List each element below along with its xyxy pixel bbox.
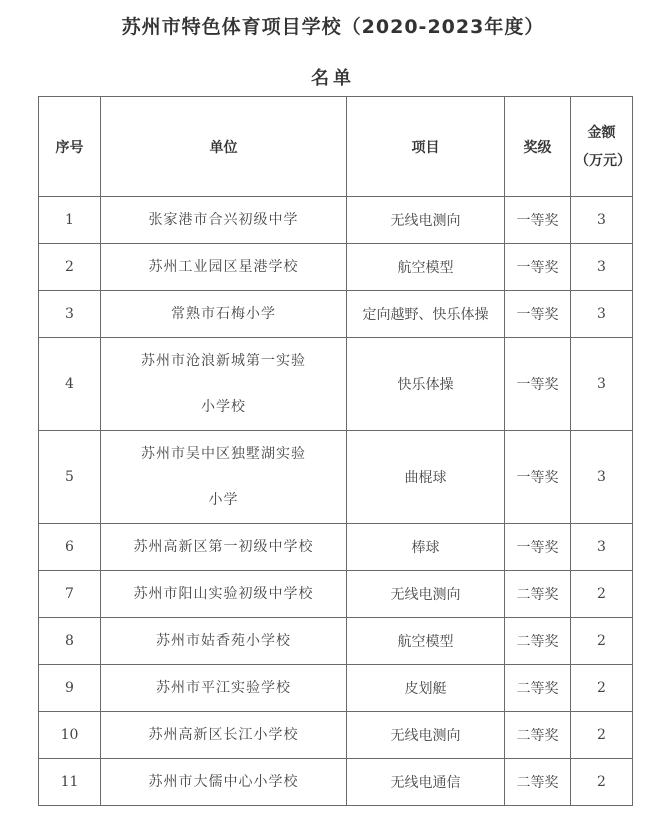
document-title: 苏州市特色体育项目学校（2020-2023年度） <box>121 16 545 38</box>
unit-name-line: 常熟市石梅小学 <box>171 306 276 322</box>
cell-award: 一等奖 <box>505 197 571 244</box>
cell-award: 一等奖 <box>505 338 571 431</box>
cell-amount: 3 <box>571 338 633 431</box>
cell-unit <box>101 712 347 759</box>
header-project: 项目 <box>347 97 505 197</box>
table-header-row <box>39 97 633 197</box>
unit-name-line: 张家港市合兴初级中学 <box>148 212 299 228</box>
cell-unit <box>101 431 347 524</box>
unit-name-line: 苏州工业园区星港学校 <box>148 259 299 275</box>
table-row <box>39 338 633 431</box>
table-row <box>39 571 633 618</box>
header-index: 序号 <box>39 97 101 197</box>
table-row <box>39 759 633 806</box>
cell-index: 8 <box>39 618 101 665</box>
cell-amount: 2 <box>571 759 633 806</box>
unit-name-line: 小学校 <box>201 399 246 415</box>
cell-index: 11 <box>39 759 101 806</box>
table-row <box>39 431 633 524</box>
cell-unit <box>101 759 347 806</box>
table-body <box>39 197 633 806</box>
cell-unit <box>101 618 347 665</box>
cell-amount: 2 <box>571 571 633 618</box>
cell-amount: 2 <box>571 618 633 665</box>
header-amount <box>571 97 633 197</box>
cell-project: 航空模型 <box>347 618 505 665</box>
cell-amount: 3 <box>571 291 633 338</box>
header-award: 奖级 <box>505 97 571 197</box>
unit-name-line: 苏州高新区第一初级中学校 <box>133 539 314 555</box>
cell-award: 一等奖 <box>505 244 571 291</box>
table-row <box>39 618 633 665</box>
table-row <box>39 524 633 571</box>
cell-unit <box>101 571 347 618</box>
cell-award: 二等奖 <box>505 618 571 665</box>
unit-name-line: 苏州市吴中区独墅湖实验 <box>141 446 306 462</box>
cell-unit <box>101 665 347 712</box>
cell-index: 10 <box>39 712 101 759</box>
cell-amount: 3 <box>571 524 633 571</box>
table-row <box>39 712 633 759</box>
unit-name-line: 苏州市大儒中心小学校 <box>148 774 299 790</box>
cell-unit <box>101 524 347 571</box>
cell-award: 二等奖 <box>505 759 571 806</box>
cell-project: 航空模型 <box>347 244 505 291</box>
unit-name-line: 小学 <box>208 492 239 508</box>
table-row <box>39 291 633 338</box>
cell-index: 7 <box>39 571 101 618</box>
cell-project: 无线电通信 <box>347 759 505 806</box>
cell-unit <box>101 291 347 338</box>
cell-project: 皮划艇 <box>347 665 505 712</box>
cell-unit <box>101 244 347 291</box>
cell-project: 快乐体操 <box>347 338 505 431</box>
unit-name-line: 苏州市姑香苑小学校 <box>156 633 291 649</box>
cell-award: 一等奖 <box>505 291 571 338</box>
cell-award: 一等奖 <box>505 524 571 571</box>
cell-index: 6 <box>39 524 101 571</box>
cell-index: 3 <box>39 291 101 338</box>
cell-amount: 3 <box>571 244 633 291</box>
cell-project: 无线电测向 <box>347 197 505 244</box>
unit-name-line: 苏州市阳山实验初级中学校 <box>133 586 314 602</box>
cell-unit <box>101 338 347 431</box>
cell-index: 9 <box>39 665 101 712</box>
cell-project: 无线电测向 <box>347 712 505 759</box>
cell-index: 2 <box>39 244 101 291</box>
unit-name-line: 苏州市平江实验学校 <box>156 680 291 696</box>
cell-project: 曲棍球 <box>347 431 505 524</box>
cell-index: 5 <box>39 431 101 524</box>
cell-index: 1 <box>39 197 101 244</box>
unit-name-line: 苏州高新区长江小学校 <box>148 727 299 743</box>
document-subtitle: 名单 <box>311 68 355 89</box>
table-row <box>39 665 633 712</box>
cell-project: 棒球 <box>347 524 505 571</box>
school-roster-table <box>38 96 633 806</box>
cell-amount: 3 <box>571 431 633 524</box>
table-row <box>39 197 633 244</box>
cell-amount: 3 <box>571 197 633 244</box>
cell-amount: 2 <box>571 665 633 712</box>
cell-project: 定向越野、快乐体操 <box>347 291 505 338</box>
header-amount-label: 金额 <box>587 124 616 141</box>
cell-amount: 2 <box>571 712 633 759</box>
cell-unit <box>101 197 347 244</box>
cell-award: 二等奖 <box>505 665 571 712</box>
cell-project: 无线电测向 <box>347 571 505 618</box>
unit-name-line: 苏州市沧浪新城第一实验 <box>141 353 306 369</box>
cell-award: 二等奖 <box>505 571 571 618</box>
cell-award: 一等奖 <box>505 431 571 524</box>
cell-index: 4 <box>39 338 101 431</box>
table-row <box>39 244 633 291</box>
header-amount-unit: （万元） <box>575 152 631 169</box>
header-unit: 单位 <box>101 97 347 197</box>
cell-award: 二等奖 <box>505 712 571 759</box>
